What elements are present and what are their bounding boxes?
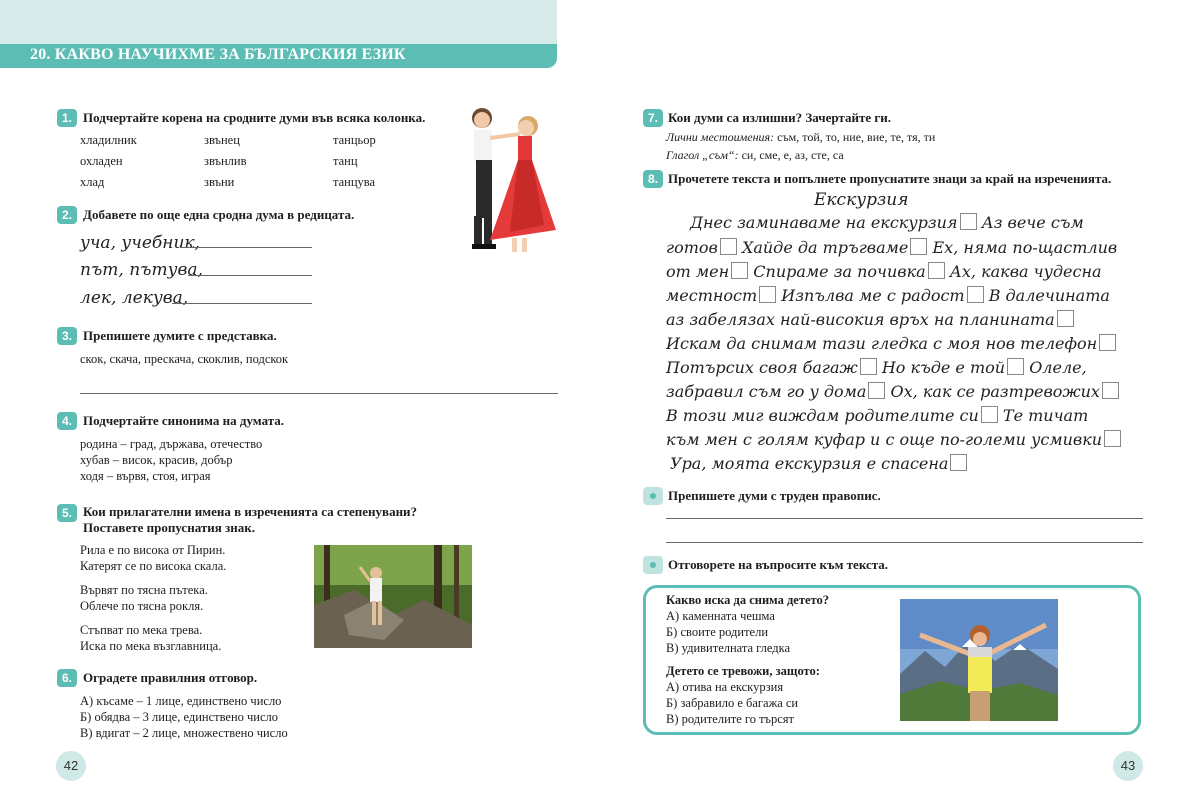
punctuation-box[interactable] <box>1057 310 1074 327</box>
story-fragment: Ох, как се разтревожих <box>890 382 1100 401</box>
story-fragment: Потърсих своя багаж <box>666 358 858 377</box>
story-line <box>670 454 967 473</box>
ex4-line: хубав – висок, красив, добър <box>80 453 233 467</box>
story-fragment: готов <box>666 238 718 257</box>
punctuation-box[interactable] <box>1104 430 1121 447</box>
ex3-words: скок, скача, прескача, скоклив, подскок <box>80 352 289 366</box>
exercise-2-number: 2. <box>57 206 77 224</box>
story-fragment: Днес заминаваме на екскурзия <box>690 213 958 232</box>
chapter-title: 20. КАКВО НАУЧИХМЕ ЗА БЪЛГАРСКИЯ ЕЗИК <box>30 46 406 63</box>
ex1-word: танц <box>333 154 358 168</box>
ex5-line: Вървят по тясна пътека. <box>80 583 208 597</box>
ex1-word: звънлив <box>204 154 247 168</box>
ex5-line: Искa по мека възглавница. <box>80 639 222 653</box>
punctuation-box[interactable] <box>720 238 737 255</box>
ex7-words-1: съм, той, то, ние, вие, те, тя, ти <box>777 130 936 144</box>
ex2-answer-line[interactable] <box>172 303 312 304</box>
exercise-7-number: 7. <box>643 109 663 127</box>
punctuation-box[interactable] <box>1007 358 1024 375</box>
punctuation-box[interactable] <box>967 286 984 303</box>
ex2-row: уча, учебник, <box>80 233 200 253</box>
punctuation-box[interactable] <box>910 238 927 255</box>
story-fragment: Ура, моята екскурзия е спасена <box>670 454 949 473</box>
story-line <box>666 406 1088 425</box>
answer-option[interactable]: Б) своите родители <box>666 625 769 639</box>
story-line <box>666 262 1102 281</box>
exercise-8-question: Прочетете текста и попълнете пропуснатите знаци за край на изреченията. <box>668 171 1112 186</box>
punctuation-box[interactable] <box>860 358 877 375</box>
bullet-2-question: Отговорете на въпросите към текста. <box>668 557 889 572</box>
answer-option[interactable]: А) отива на екскурзия <box>666 680 784 694</box>
punctuation-box[interactable] <box>759 286 776 303</box>
exercise-4-question: Подчертайте синонима на думата. <box>83 413 285 428</box>
punctuation-box[interactable] <box>1102 382 1119 399</box>
story-fragment: Ах, каква чудесна <box>949 262 1102 281</box>
exercise-1-question: Подчертайте корена на сродните думи във всяка колонка. <box>83 110 426 125</box>
ex7-words-2: си, сме, е, аз, сте, са <box>741 148 844 162</box>
answer-option[interactable]: Б) забравило е багажа си <box>666 696 799 710</box>
bullet-1-answer-line[interactable] <box>666 518 1143 519</box>
ex7-line-2 <box>666 148 844 163</box>
exercise-5-question: Кои прилагателни имена в изреченията са степенувани? <box>83 504 418 519</box>
exercise-3-question: Препишете думите с представка. <box>83 328 277 343</box>
exercise-4-number: 4. <box>57 412 77 430</box>
mountain-photo <box>900 599 1058 721</box>
story-fragment: Аз вече съм <box>981 213 1084 232</box>
story-line <box>666 334 1116 353</box>
exercise-6-number: 6. <box>57 669 77 687</box>
exercise-6-question: Оградете правилния отговор. <box>83 670 258 685</box>
ex6-option[interactable]: А) късаме – 1 лице, единствено число <box>80 694 282 708</box>
answer-question-1: Какво иска да снима детето? <box>666 593 830 607</box>
exercise-5-number: 5. <box>57 504 77 522</box>
bullet-1-answer-line[interactable] <box>666 542 1143 543</box>
ex5-line: Стъпват по мека трева. <box>80 623 203 637</box>
story-fragment: В този миг виждам родителите си <box>666 406 979 425</box>
dancers-photo <box>460 100 560 260</box>
ex1-word: охладен <box>80 154 123 168</box>
story-fragment: забравил съм го у дома <box>666 382 867 401</box>
ex7-line-1 <box>666 130 935 145</box>
climber-photo <box>314 545 472 648</box>
page-number-left: 42 <box>56 751 86 781</box>
ex1-word: хлад <box>80 175 105 189</box>
ex1-word: звънец <box>204 133 240 147</box>
ex7-label-1: Лични местоимения: <box>666 130 775 144</box>
ex1-word: хладилник <box>80 133 137 147</box>
chapter-title-band <box>0 44 557 68</box>
ex1-word: звъни <box>204 175 235 189</box>
punctuation-box[interactable] <box>950 454 967 471</box>
exercise-8-number: 8. <box>643 170 663 188</box>
bullet-badge <box>643 487 663 505</box>
ex5-line: Облече по тясна рокля. <box>80 599 204 613</box>
story-line <box>666 238 1117 257</box>
exercise-1-number: 1. <box>57 109 77 127</box>
ex3-answer-line[interactable] <box>80 393 558 394</box>
ex6-option[interactable]: В) вдигат – 2 лице, множествено число <box>80 726 288 740</box>
story-fragment: Олеле, <box>1029 358 1087 377</box>
ex5-line: Катерят се по висока скала. <box>80 559 227 573</box>
story-fragment: Ех, няма по-щастлив <box>932 238 1118 257</box>
story-fragment: Но къде е той <box>881 358 1006 377</box>
story-line <box>690 213 1084 232</box>
story-line <box>666 358 1087 377</box>
answer-question-2: Детето се тревожи, защото: <box>666 664 820 678</box>
header-top-band <box>0 0 557 44</box>
ex2-row: път, пътува, <box>80 260 203 280</box>
story-fragment: Искам да снимам тази гледка с моя нов телефон <box>666 334 1098 353</box>
story-fragment: Хайде да тръгваме <box>741 238 909 257</box>
story-line <box>666 286 1110 305</box>
ex7-label-2: Глагол „съм“: <box>666 148 739 162</box>
punctuation-box[interactable] <box>868 382 885 399</box>
ex5-line: Рила е по висока от Пирин. <box>80 543 226 557</box>
page-number-right: 43 <box>1113 751 1143 781</box>
story-line <box>666 310 1074 329</box>
ex1-word: танцьор <box>333 133 376 147</box>
bullet-1-question: Препишете думи с труден правопис. <box>668 488 881 503</box>
exercise-7-question: Кои думи са излишни? Зачертайте ги. <box>668 110 891 125</box>
story-fragment: В далечината <box>988 286 1110 305</box>
bullet-badge <box>643 556 663 574</box>
ex2-answer-line[interactable] <box>188 275 312 276</box>
story-title: Екскурзия <box>814 190 909 210</box>
story-fragment: Изпълва ме с радост <box>781 286 965 305</box>
punctuation-box[interactable] <box>960 213 977 230</box>
ex2-row: лек, лекува, <box>80 288 189 308</box>
exercise-5-question-2: Поставете пропуснатия знак. <box>83 520 255 535</box>
ex4-line: ходя – вървя, стоя, играя <box>80 469 211 483</box>
punctuation-box[interactable] <box>928 262 945 279</box>
story-fragment: Те тичат <box>1002 406 1089 425</box>
answer-option[interactable]: В) удивителната гледка <box>666 641 791 655</box>
answer-option[interactable]: А) каменната чешма <box>666 609 775 623</box>
punctuation-box[interactable] <box>731 262 748 279</box>
story-fragment: Спираме за почивка <box>753 262 926 281</box>
ex2-answer-line[interactable] <box>180 247 312 248</box>
ex1-word: танцува <box>333 175 376 189</box>
story-line <box>666 430 1121 449</box>
story-fragment: местност <box>666 286 758 305</box>
exercise-3-number: 3. <box>57 327 77 345</box>
story-fragment: аз забелязах най-високия връх на планината <box>666 310 1055 329</box>
answer-option[interactable]: В) родителите го търсят <box>666 712 795 726</box>
story-line <box>666 382 1119 401</box>
punctuation-box[interactable] <box>981 406 998 423</box>
story-fragment: към мен с голям куфар и с още по-големи усмивки <box>666 430 1103 449</box>
punctuation-box[interactable] <box>1099 334 1116 351</box>
exercise-2-question: Добавете по още една сродна дума в редицата. <box>83 207 355 222</box>
ex6-option[interactable]: Б) обядва – 3 лице, единствено число <box>80 710 279 724</box>
ex4-line: родина – град, държава, отечество <box>80 437 263 451</box>
story-fragment: от мен <box>666 262 730 281</box>
